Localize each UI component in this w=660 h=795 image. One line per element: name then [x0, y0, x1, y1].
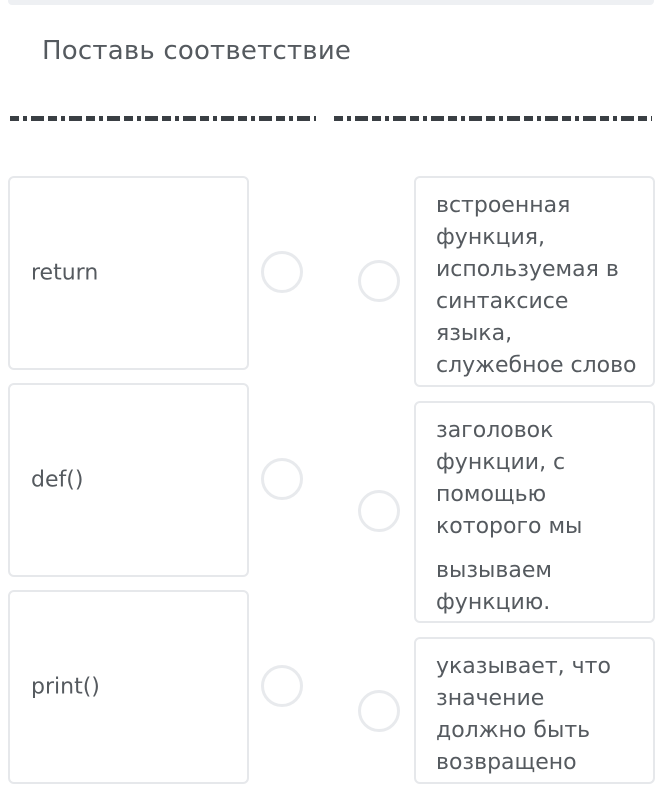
left-radio-print[interactable]: [261, 665, 303, 707]
text-line: помощью: [436, 482, 547, 507]
divider-right: [334, 116, 652, 121]
left-item-return[interactable]: [8, 176, 249, 370]
top-strip: [8, 0, 654, 5]
text-line: указывает, что: [436, 654, 611, 679]
text-line: функция,: [436, 225, 546, 250]
text-line: заголовок: [436, 418, 554, 443]
text-line: синтаксисе: [436, 289, 569, 314]
left-item-label: print(): [31, 674, 100, 700]
right-item-return-value[interactable]: [414, 637, 655, 784]
text-line: встроенная: [436, 193, 571, 218]
right-item-text: [436, 651, 643, 779]
left-item-print[interactable]: [8, 590, 249, 784]
text-line: возвращено: [436, 750, 577, 775]
text-line: функции, с: [436, 450, 566, 475]
text-line: функцию.: [436, 590, 551, 615]
text-line: должно быть: [436, 718, 591, 743]
right-radio-return-value[interactable]: [358, 690, 400, 732]
question-title: Поставь соответствие: [42, 36, 352, 66]
left-item-def[interactable]: [8, 383, 249, 577]
right-radio-function-header[interactable]: [358, 490, 400, 532]
right-radio-builtin-function[interactable]: [358, 260, 400, 302]
text-line: вызываем: [436, 558, 552, 583]
text-line: используемая в: [436, 257, 619, 282]
right-item-text: [436, 190, 643, 382]
right-item-text: [436, 415, 643, 619]
divider-left: [10, 116, 316, 121]
text-line: которого мы: [436, 514, 583, 539]
left-radio-return[interactable]: [261, 251, 303, 293]
left-item-label: def(): [31, 467, 84, 493]
left-radio-def[interactable]: [261, 458, 303, 500]
left-item-label: return: [31, 260, 99, 286]
text-line: служебное слово: [436, 353, 637, 378]
right-item-function-header[interactable]: [414, 401, 655, 623]
right-item-builtin-function[interactable]: [414, 176, 655, 387]
text-line: языка,: [436, 321, 513, 346]
text-line: значение: [436, 686, 545, 711]
